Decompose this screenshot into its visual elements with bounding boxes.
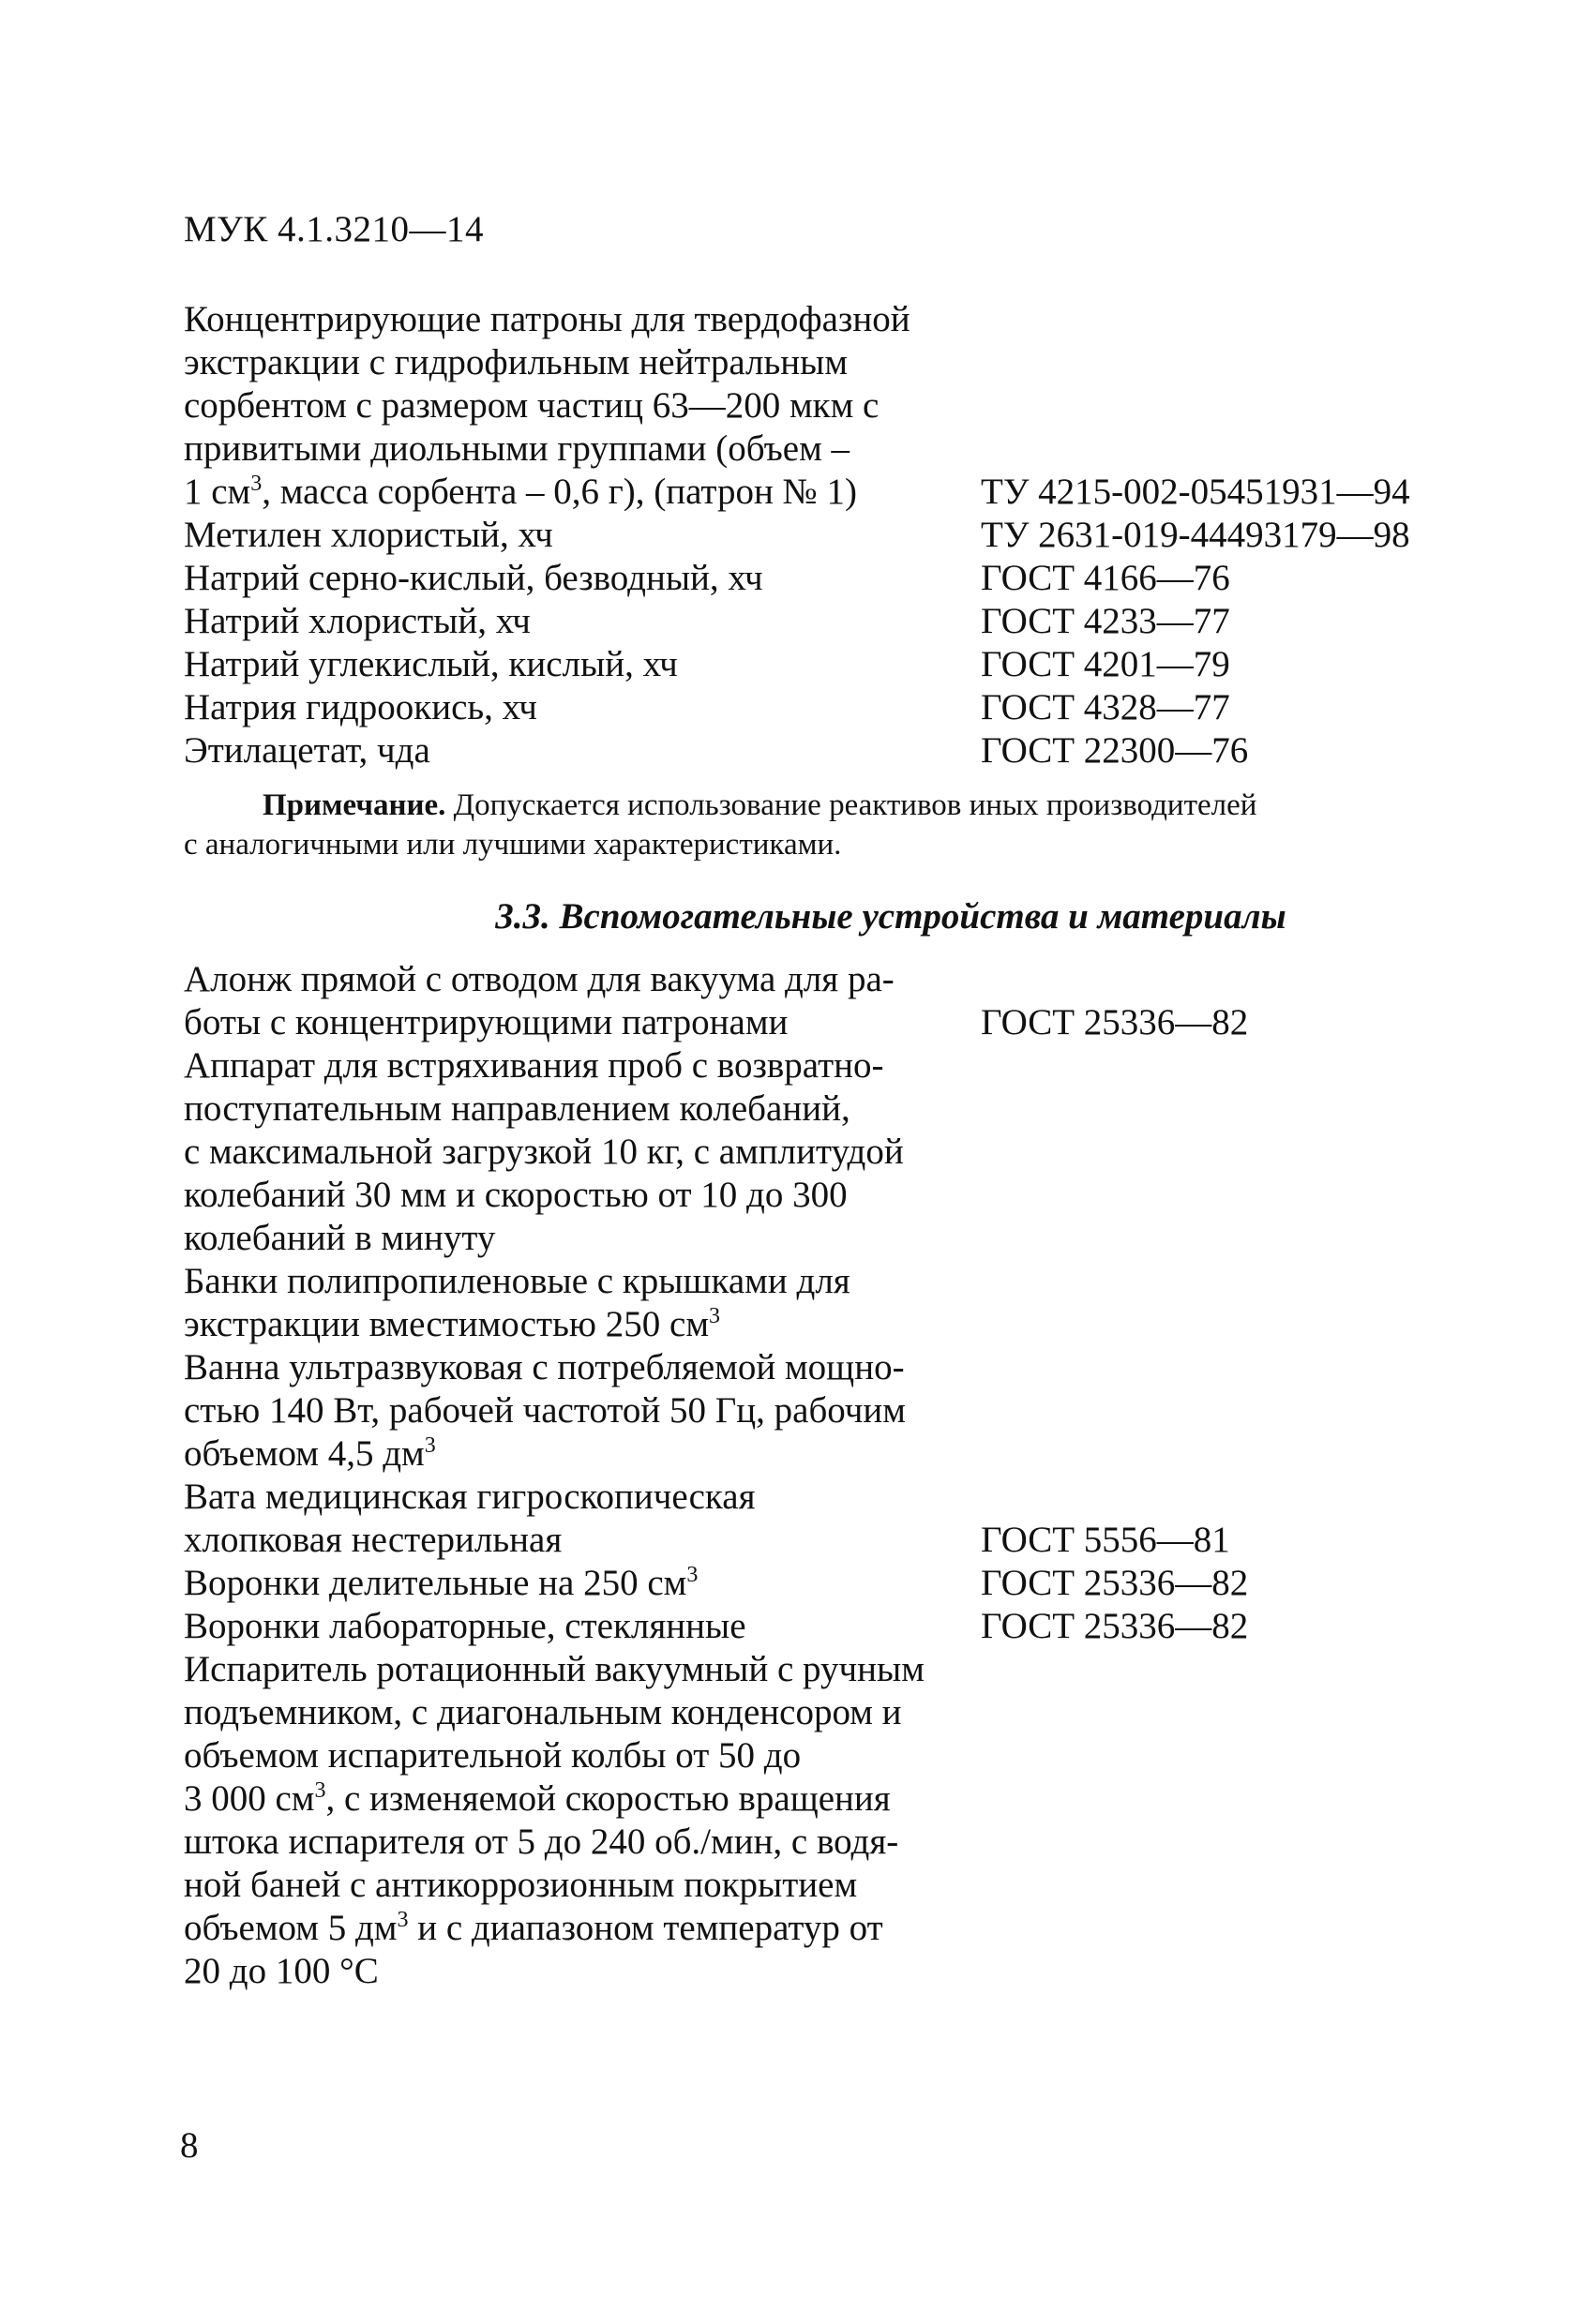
- item-name: Натрий углекислый, кислый, хч: [184, 644, 678, 684]
- equipment-row: [184, 1346, 1440, 1389]
- equipment-list: [184, 958, 1440, 1993]
- item-name: подъемником, с диагональным конденсором и: [184, 1692, 902, 1732]
- item-name: поступательным направлением колебаний,: [184, 1088, 850, 1129]
- item-name: Метилен хлористый, хч: [184, 515, 553, 555]
- item-standard: ГОСТ 25336—82: [981, 1606, 1249, 1646]
- equipment-row: [184, 1821, 1440, 1864]
- equipment-row: [184, 1777, 1440, 1821]
- item-name: привитыми диольными группами (объем –: [184, 428, 850, 469]
- item-name: объемом 4,5 $дм^3$: [184, 1433, 436, 1474]
- reagent-row: [184, 471, 1440, 514]
- item-name: ной баней с антикоррозионным покрытием: [184, 1865, 858, 1905]
- item-name: Натрий серно-кислый, безводный, хч: [184, 558, 763, 598]
- item-name: Вата медицинская гигроскопическая: [184, 1477, 756, 1517]
- note-text-2: с аналогичными или лучшими характеристиками.: [184, 828, 842, 862]
- equipment-row: [184, 1734, 1440, 1777]
- equipment-row: [184, 1303, 1440, 1346]
- item-name: объемом 5 $дм^3$ и с диапазоном температур от: [184, 1908, 883, 1948]
- equipment-row: [184, 1864, 1440, 1907]
- equipment-row: [184, 1519, 1440, 1562]
- reagent-row: [184, 643, 1440, 686]
- item-name: с максимальной загрузкой 10 кг, с амплитудой: [184, 1132, 904, 1172]
- reagents-list: [184, 298, 1440, 772]
- item-standard: ГОСТ 4166—76: [981, 558, 1230, 598]
- item-name: колебаний в минуту: [184, 1218, 496, 1258]
- item-standard: ГОСТ 5556—81: [981, 1520, 1230, 1560]
- equipment-row: [184, 1476, 1440, 1519]
- item-standard: ТУ 2631-019-44493179—98: [981, 515, 1410, 555]
- item-name: Алонж прямой с отводом для вакуума для ра-: [184, 959, 895, 999]
- item-name: штока испарителя от 5 до 240 об./мин, с водя-: [184, 1822, 899, 1862]
- reagent-row: [184, 686, 1440, 729]
- item-name: экстракции с гидрофильным нейтральным: [184, 342, 849, 382]
- note-label: Примечание.: [263, 788, 446, 822]
- item-name: 3 000 $см^3$, с изменяемой скоростью вращения: [184, 1778, 891, 1819]
- equipment-row: [184, 1044, 1440, 1087]
- reagent-row: [184, 729, 1440, 772]
- item-name: Аппарат для встряхивания проб с возвратно-: [184, 1045, 884, 1086]
- item-name: колебаний 30 мм и скоростью от 10 до 300: [184, 1175, 848, 1215]
- page-number: 8: [180, 2125, 199, 2166]
- item-name: 1 $см^3$, масса сорбента – 0,6 г), (патрон № 1): [184, 472, 858, 512]
- item-name: Испаритель ротационный вакуумный с ручным: [184, 1649, 925, 1689]
- item-name: Воронки делительные на 250 $см^3$: [184, 1563, 699, 1603]
- reagent-row: [184, 427, 1440, 471]
- equipment-row: [184, 1562, 1440, 1605]
- item-name: экстракции вместимостью 250 $см^3$: [184, 1304, 721, 1344]
- section-title: 3.3. Вспомогательные устройства и материалы: [495, 896, 1286, 937]
- equipment-row: [184, 1605, 1440, 1648]
- item-name: сорбентом с размером частиц 63—200 мкм с: [184, 385, 880, 426]
- equipment-row: [184, 1131, 1440, 1174]
- equipment-row: [184, 1950, 1440, 1993]
- item-name: боты с концентрирующими патронами: [184, 1002, 789, 1042]
- item-name: объемом испарительной колбы от 50 до: [184, 1735, 802, 1776]
- equipment-row: [184, 1260, 1440, 1303]
- equipment-row: [184, 1087, 1440, 1131]
- item-standard: ГОСТ 4328—77: [981, 687, 1230, 727]
- equipment-row: [184, 1907, 1440, 1950]
- reagent-row: [184, 514, 1440, 557]
- item-name: хлопковая нестерильная: [184, 1520, 563, 1560]
- reagent-row: [184, 600, 1440, 643]
- item-name: Концентрирующие патроны для твердофазной: [184, 299, 910, 339]
- document-header: МУК 4.1.3210—14: [184, 209, 485, 249]
- equipment-row: [184, 1217, 1440, 1260]
- equipment-row: [184, 1432, 1440, 1476]
- item-standard: ГОСТ 22300—76: [981, 730, 1249, 771]
- item-standard: ТУ 4215-002-05451931—94: [981, 472, 1410, 512]
- item-standard: ГОСТ 4233—77: [981, 601, 1230, 641]
- item-name: Этилацетат, чда: [184, 730, 430, 771]
- item-name: Банки полипропиленовые с крышками для: [184, 1261, 850, 1301]
- item-name: Ванна ультразвуковая с потребляемой мощно-: [184, 1347, 905, 1387]
- equipment-row: [184, 1389, 1440, 1432]
- reagent-row: [184, 557, 1440, 600]
- equipment-row: [184, 1174, 1440, 1217]
- item-name: Воронки лабораторные, стеклянные: [184, 1606, 746, 1646]
- equipment-row: [184, 958, 1440, 1001]
- reagent-row: [184, 341, 1440, 384]
- reagent-row: [184, 384, 1440, 427]
- item-standard: ГОСТ 25336—82: [981, 1002, 1249, 1042]
- item-name: Натрий хлористый, хч: [184, 601, 531, 641]
- item-name: Натрия гидроокись, хч: [184, 687, 537, 727]
- reagent-row: [184, 298, 1440, 341]
- equipment-row: [184, 1648, 1440, 1691]
- equipment-row: [184, 1001, 1440, 1044]
- note-text-1: Допускается использование реактивов иных производителей: [445, 788, 1257, 822]
- item-name: 20 до 100 °C: [184, 1951, 379, 1991]
- equipment-row: [184, 1691, 1440, 1734]
- item-standard: ГОСТ 4201—79: [981, 644, 1230, 684]
- note-paragraph: [184, 786, 1421, 864]
- item-name: стью 140 Вт, рабочей частотой 50 Гц, рабочим: [184, 1390, 906, 1431]
- item-standard: ГОСТ 25336—82: [981, 1563, 1249, 1603]
